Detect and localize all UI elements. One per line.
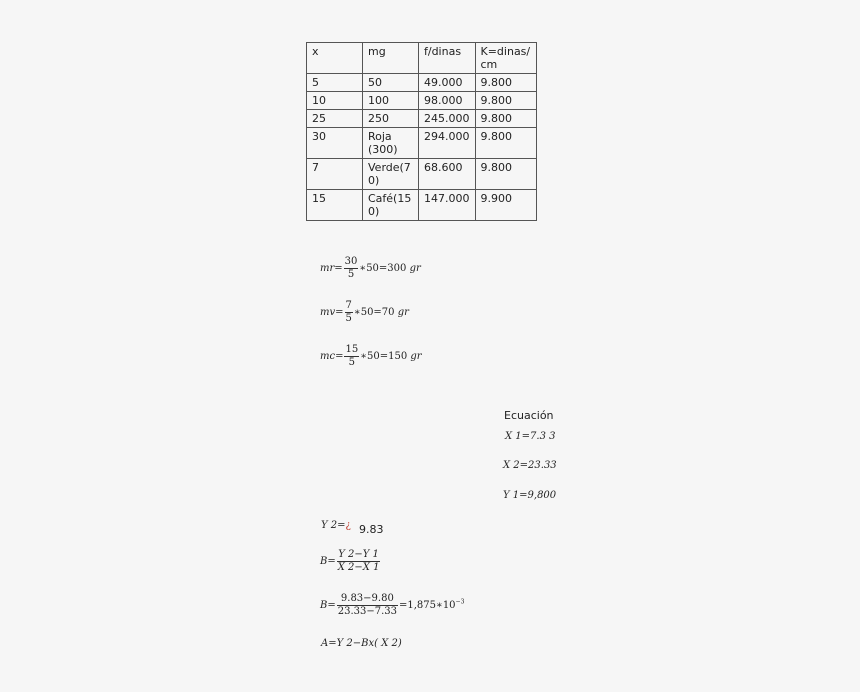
data-table: [306, 42, 537, 221]
table-cell: 9.800: [475, 159, 536, 190]
ecuacion-x1: X 1=7.3 3: [505, 431, 556, 442]
formula-mv: mv= $\frac{7}{5}$ ∗50=70 gr: [320, 300, 409, 324]
formula-mc-unit: gr: [410, 351, 422, 362]
formula-b-calc-numerator: 9.83−9.80: [337, 593, 398, 606]
formula-mr-lhs: mr: [320, 263, 335, 274]
table-cell: 68.600: [419, 159, 476, 190]
table-header-row: [307, 43, 537, 74]
formula-mc: mc= $\frac{15}{5}$ ∗50=150 gr: [320, 344, 422, 368]
ecuacion-x2: X 2=23.33: [503, 460, 557, 471]
formula-b-calc-rest: =1,875∗10: [399, 600, 456, 611]
formula-b-calc-lhs: B=: [320, 600, 336, 611]
formula-y2: [321, 520, 351, 531]
formula-y2-value: 9.83: [359, 523, 384, 536]
table-cell: 294.000: [419, 128, 476, 159]
formula-mc-fraction: [344, 344, 359, 369]
formula-mc-lhs: mc: [320, 351, 336, 362]
formula-y2-lhs: Y 2=: [321, 520, 346, 531]
table-cell: mg: [363, 43, 419, 74]
ecuacion-y1: Y 1=9,800: [503, 490, 557, 501]
formula-mc-numerator: 15: [345, 344, 359, 355]
table-cell: 15: [307, 190, 363, 221]
table-cell: 147.000: [419, 190, 476, 221]
table-cell: Roja (300): [363, 128, 419, 159]
table-row: [307, 74, 537, 92]
table-cell: 7: [307, 159, 363, 190]
ecuacion-heading: Ecuación: [504, 409, 554, 422]
formula-mv-fraction: [345, 300, 353, 325]
table-cell: f/dinas: [419, 43, 476, 74]
table-cell: 25: [307, 110, 363, 128]
table-cell: 9.800: [475, 110, 536, 128]
formula-b-denominator: X 2−X 1: [337, 562, 380, 573]
formula-b-definition: [320, 549, 381, 574]
table-cell: 5: [307, 74, 363, 92]
formula-mr-numerator: 30: [344, 256, 358, 267]
formula-b-numerator: Y 2−Y 1: [338, 549, 379, 560]
formula-mr-rest: ∗50=300: [359, 263, 407, 274]
formula-b-fraction: [337, 549, 381, 574]
formula-mr-fraction: [344, 256, 359, 281]
table-cell: 30: [307, 128, 363, 159]
table-cell: 9.800: [475, 92, 536, 110]
table-cell: 9.800: [475, 74, 536, 92]
table-row: [307, 92, 537, 110]
formula-b-calc-fraction: [337, 593, 398, 618]
formula-b-calc-denominator: 23.33−7.33: [337, 606, 398, 617]
table-cell: 98.000: [419, 92, 476, 110]
formula-mv-rest: ∗50=70: [353, 307, 395, 318]
formula-mv-numerator: 7: [345, 300, 352, 311]
table-cell: 245.000: [419, 110, 476, 128]
formula-mr-unit: gr: [409, 263, 421, 274]
table-cell: 100: [363, 92, 419, 110]
formula-b-calculation: [320, 593, 464, 618]
table-cell: K=dinas/ cm: [475, 43, 536, 74]
table-cell: Verde(7 0): [363, 159, 419, 190]
table-row: [307, 190, 537, 221]
table-row: [307, 159, 537, 190]
formula-b-calc-exponent: −3: [455, 598, 465, 606]
table-cell: Café(15 0): [363, 190, 419, 221]
formula-mr-denominator: 5: [347, 269, 355, 280]
table-cell: 50: [363, 74, 419, 92]
formula-a-definition: A=Y 2−Bx( X 2): [321, 638, 402, 649]
formula-y2-glyph: ¿: [345, 520, 351, 531]
table-cell: 9.900: [475, 190, 536, 221]
formula-mv-unit: gr: [397, 307, 409, 318]
formula-mc-rest: ∗50=150: [360, 351, 408, 362]
table-cell: 49.000: [419, 74, 476, 92]
table-cell: 250: [363, 110, 419, 128]
formula-b-lhs: B=: [320, 556, 336, 567]
table-row: [307, 110, 537, 128]
formula-mr: mr= $\frac{30}{5}$ ∗50=300 gr: [320, 256, 421, 280]
table-row: [307, 128, 537, 159]
table-cell: 9.800: [475, 128, 536, 159]
formula-mc-denominator: 5: [348, 357, 356, 368]
table-cell: x: [307, 43, 363, 74]
formula-mv-lhs: mv: [320, 307, 336, 318]
formula-mv-denominator: 5: [345, 313, 352, 324]
table-cell: 10: [307, 92, 363, 110]
